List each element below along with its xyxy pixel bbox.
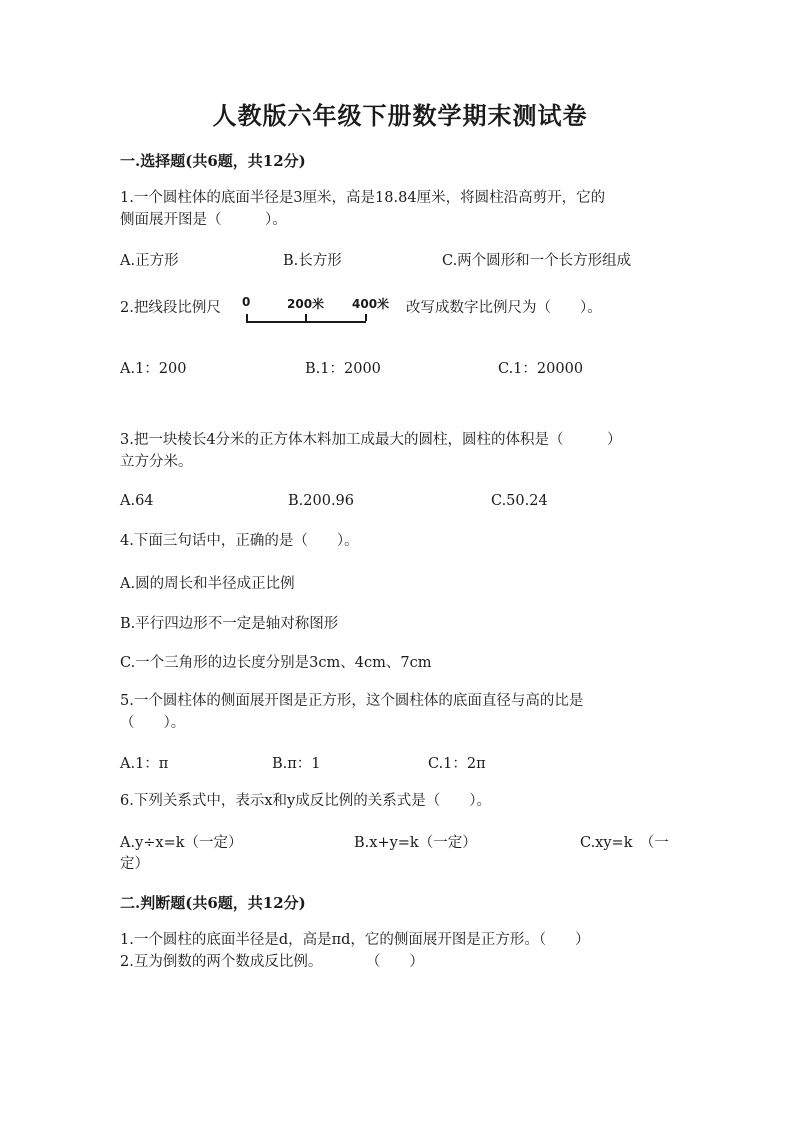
page-title: 人教版六年级下册数学期末测试卷 <box>212 101 588 130</box>
scale-label-400: 400米 <box>352 297 390 311</box>
scale-label-200: 200米 <box>287 297 325 311</box>
judgment-question-2: 2.互为倒数的两个数成反比例。 （ ） <box>120 954 424 970</box>
question-5-option-b: B.π：1 <box>272 756 321 772</box>
question-1-line-2: 侧面展开图是（ ）。 <box>120 212 287 228</box>
question-4-stem: 4.下面三句话中，正确的是（ ）。 <box>120 533 359 549</box>
scale-tick-start <box>246 314 248 321</box>
section-heading-judgment: 二.判断题(共6题，共12分) <box>120 894 306 912</box>
question-3-line-2: 立方分米。 <box>120 454 193 470</box>
question-6-option-c-wrap: 定） <box>120 856 149 872</box>
question-2-stem-after: 改写成数字比例尺为（ ）。 <box>406 300 602 316</box>
question-6-option-c: C.xy=k （一 <box>580 835 669 851</box>
question-5-line-2: （ ）。 <box>120 715 186 731</box>
question-2-option-c: C.1：20000 <box>498 361 584 377</box>
line-segment-scale <box>240 295 400 325</box>
question-6-option-b: B.x+y=k（一定） <box>354 835 477 851</box>
scale-tick-end <box>365 314 367 321</box>
scale-label-0: 0 <box>242 295 251 309</box>
question-5-option-a: A.1：π <box>120 756 169 772</box>
judgment-question-1: 1.一个圆柱的底面半径是d，高是πd，它的侧面展开图是正方形。（ ） <box>120 932 590 948</box>
question-3-option-c: C.50.24 <box>491 493 548 509</box>
question-2-stem-before: 2.把线段比例尺 <box>120 300 221 316</box>
question-2-option-b: B.1：2000 <box>305 361 381 377</box>
section-heading-choice: 一.选择题(共6题，共12分) <box>120 152 306 170</box>
scale-tick-middle <box>305 314 307 321</box>
question-1-option-c: C.两个圆形和一个长方形组成 <box>442 253 632 269</box>
question-5-option-c: C.1：2π <box>428 756 486 772</box>
question-4-option-b: B.平行四边形不一定是轴对称图形 <box>120 616 339 632</box>
question-1-option-b: B.长方形 <box>283 253 342 269</box>
question-6-option-a: A.y÷x=k（一定） <box>120 835 243 851</box>
question-4-option-a: A.圆的周长和半径成正比例 <box>120 576 295 592</box>
question-1-option-a: A.正方形 <box>120 253 179 269</box>
scale-bar <box>246 321 366 323</box>
question-3-line-1: 3.把一块棱长4分米的正方体木料加工成最大的圆柱，圆柱的体积是（ ） <box>120 432 622 448</box>
question-1-line-1: 1.一个圆柱体的底面半径是3厘米，高是18.84厘米，将圆柱沿高剪开，它的 <box>120 190 606 206</box>
question-2-option-a: A.1：200 <box>120 361 187 377</box>
question-3-option-a: A.64 <box>120 493 154 509</box>
question-5-line-1: 5.一个圆柱体的侧面展开图是正方形，这个圆柱体的底面直径与高的比是 <box>120 693 584 709</box>
question-3-option-b: B.200.96 <box>288 493 355 509</box>
question-4-option-c: C.一个三角形的边长度分别是3cm、4cm、7cm <box>120 655 432 671</box>
question-6-stem: 6.下列关系式中，表示x和y成反比例的关系式是（ ）。 <box>120 793 491 809</box>
